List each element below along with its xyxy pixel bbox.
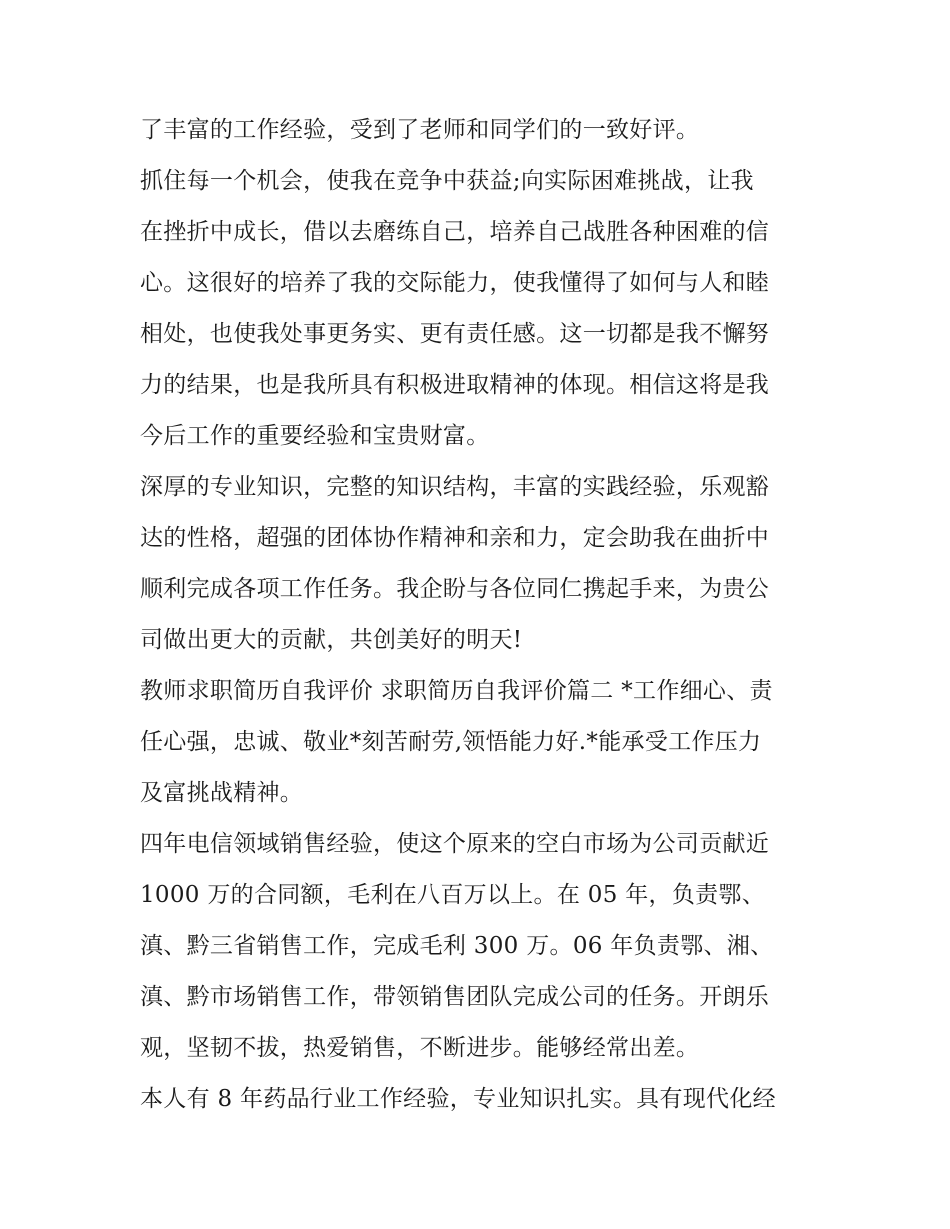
- text-line: 深厚的专业知识，完整的知识结构，丰富的实践经验，乐观豁: [140, 474, 770, 500]
- text-line: 今后工作的重要经验和宝贵财富。: [140, 423, 490, 449]
- text-line: 达的性格，超强的团体协作精神和亲和力，定会助我在曲折中: [140, 525, 770, 551]
- text-line: 任心强，忠诚、敬业*刻苦耐劳,领悟能力好.*能承受工作压力: [140, 729, 762, 755]
- text-line: 及富挑战精神。: [140, 780, 304, 806]
- text-line: 滇、黔三省销售工作，完成毛利 300 万。06 年负责鄂、湘、: [140, 933, 774, 959]
- text-line: 观，坚韧不拔，热爱销售，不断进步。能够经常出差。: [140, 1035, 700, 1061]
- text-line: 本人有 8 年药品行业工作经验，专业知识扎实。具有现代化经: [140, 1086, 776, 1112]
- text-line: 滇、黔市场销售工作，带领销售团队完成公司的任务。开朗乐: [140, 984, 770, 1010]
- text-line: 四年电信领域销售经验，使这个原来的空白市场为公司贡献近: [140, 831, 770, 857]
- text-line: 顺利完成各项工作任务。我企盼与各位同仁携起手来，为贵公: [140, 576, 770, 602]
- text-line: 相处，也使我处事更务实、更有责任感。这一切都是我不懈努: [140, 321, 770, 347]
- text-line: 抓住每一个机会，使我在竞争中获益;向实际困难挑战，让我: [140, 168, 754, 194]
- text-line: 司做出更大的贡献，共创美好的明天!: [140, 627, 523, 653]
- text-line: 教师求职简历自我评价 求职简历自我评价篇二 *工作细心、责: [140, 678, 773, 704]
- text-line: 了丰富的工作经验，受到了老师和同学们的一致好评。: [140, 117, 700, 143]
- text-line: 在挫折中成长，借以去磨练自己，培养自己战胜各种困难的信: [140, 219, 770, 245]
- document-body: [140, 108, 820, 1128]
- text-line: 力的结果，也是我所具有积极进取精神的体现。相信这将是我: [140, 372, 770, 398]
- text-line: 1000 万的合同额，毛利在八百万以上。在 05 年，负责鄂、: [140, 882, 766, 908]
- text-line: 心。这很好的培养了我的交际能力，使我懂得了如何与人和睦: [140, 270, 770, 296]
